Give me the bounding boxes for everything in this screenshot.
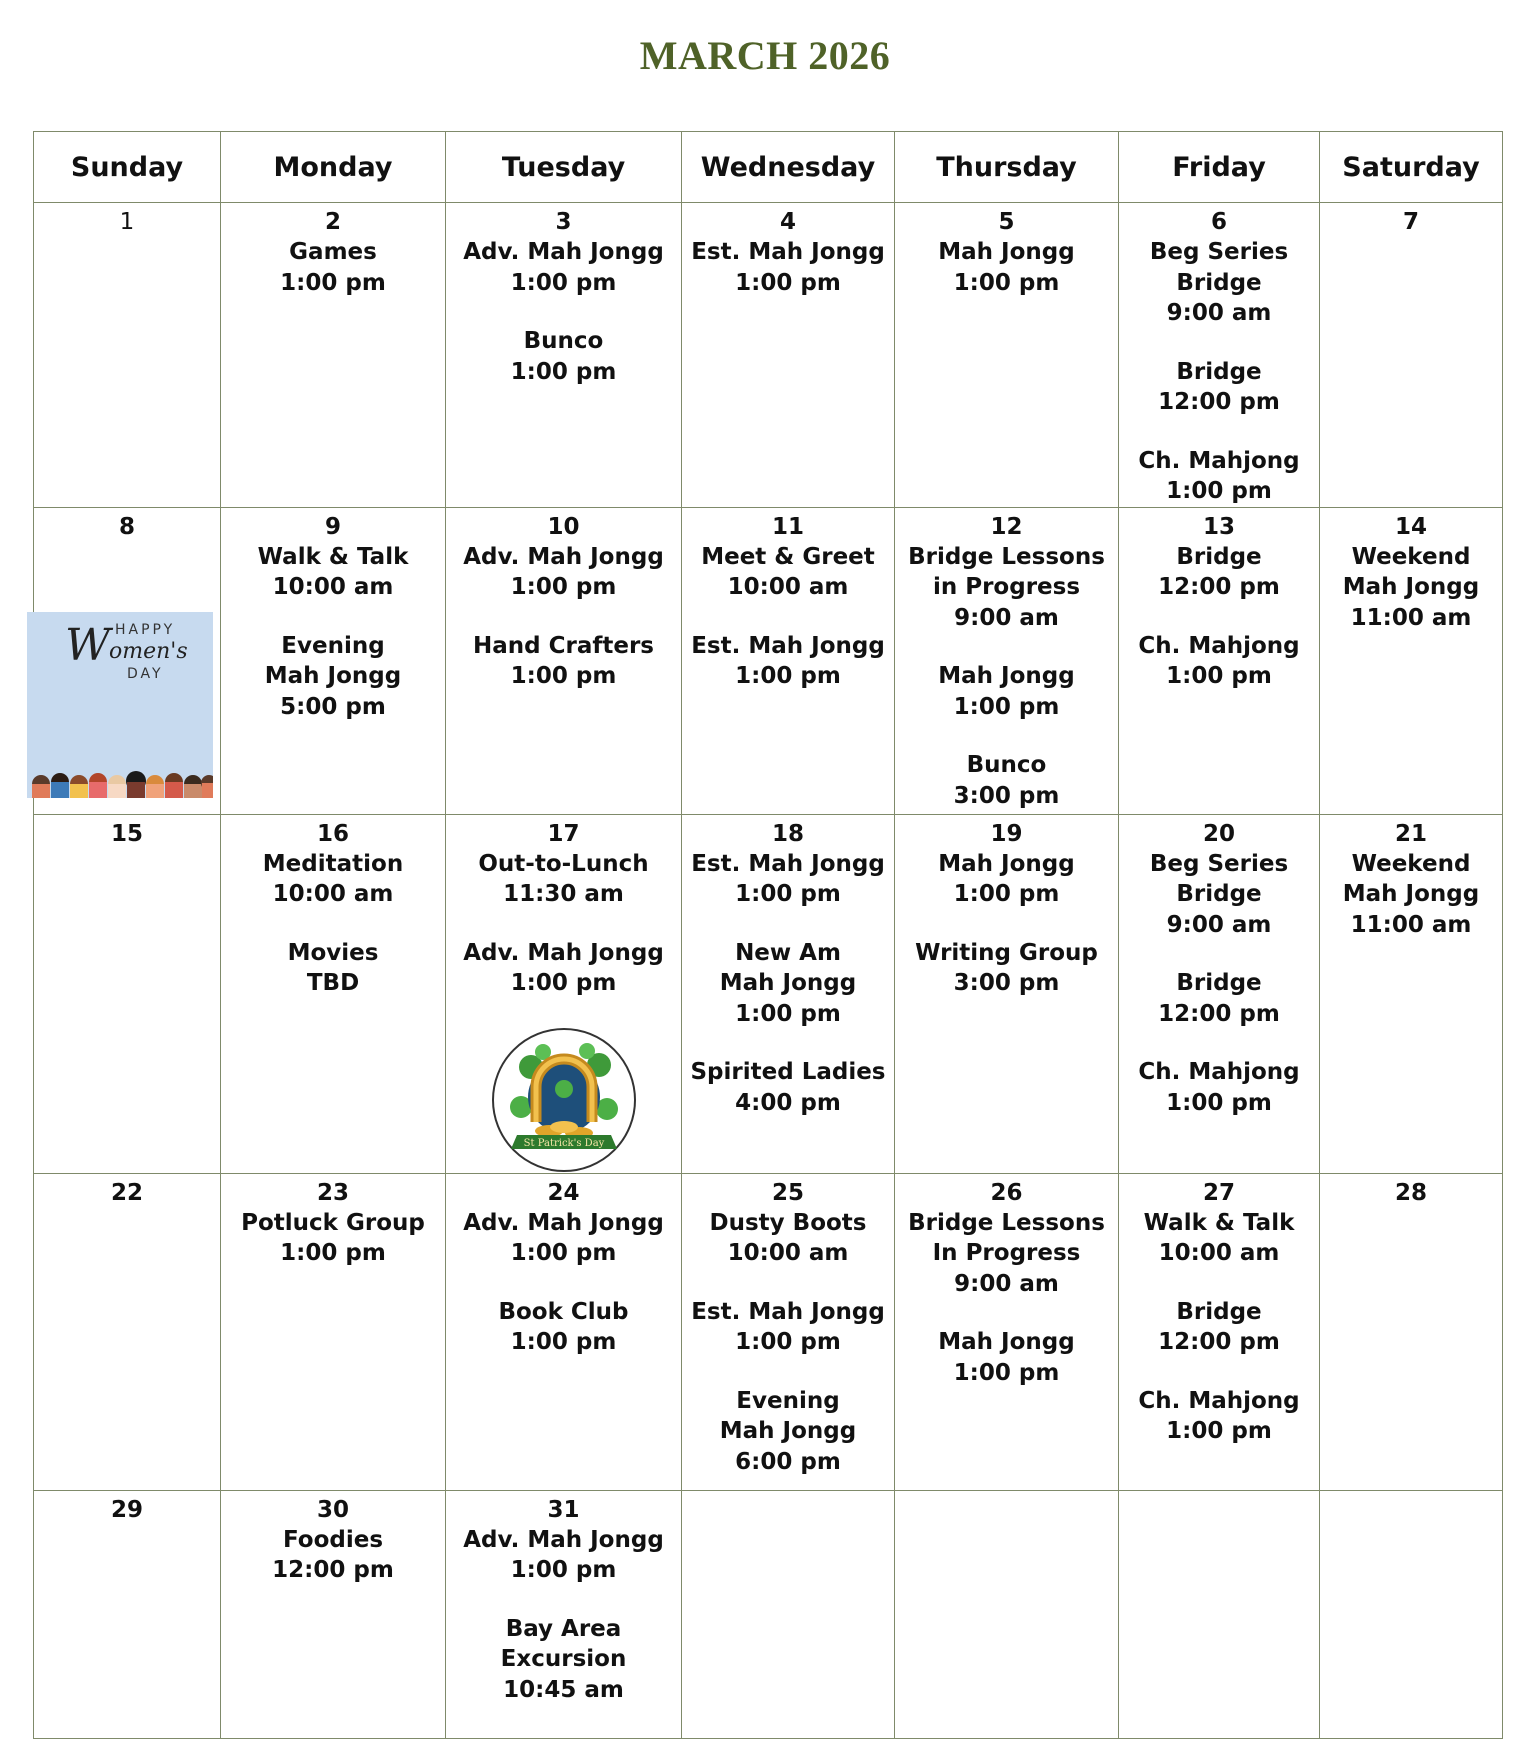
svg-text:St Patrick's Day: St Patrick's Day <box>523 1137 604 1149</box>
event-time: 1:00 pm <box>953 881 1060 907</box>
event-time: 4:00 pm <box>735 1089 841 1116</box>
weekday-header: Thursday <box>895 132 1119 203</box>
event-name: Beg Series <box>1149 850 1289 877</box>
event-name: Bridge Lessons <box>908 543 1105 570</box>
calendar-event <box>895 237 1118 298</box>
day-number: 16 <box>316 820 349 847</box>
event-name: Bridge <box>1176 358 1262 385</box>
event-name: Bridge <box>1176 543 1262 570</box>
day-cell <box>1320 1173 1503 1490</box>
event-name-line2: Excursion <box>500 1646 627 1672</box>
day-cell-content <box>34 203 220 507</box>
day-cell-content <box>221 1491 445 1738</box>
calendar-event <box>1119 237 1319 329</box>
calendar-event <box>446 1297 681 1358</box>
event-name: Ch. Mahjong <box>1138 447 1300 474</box>
weekday-header: Saturday <box>1320 132 1503 203</box>
calendar-event <box>1119 357 1319 418</box>
event-time: 11:00 am <box>1350 604 1472 631</box>
event-name-line2: in Progress <box>932 574 1081 600</box>
day-number: 6 <box>1210 209 1227 235</box>
day-number: 17 <box>547 820 580 847</box>
st-patricks-day-horseshoe-image <box>491 1027 637 1173</box>
event-name: Adv. Mah Jongg <box>463 1209 664 1236</box>
calendar-event <box>895 849 1118 910</box>
day-cell <box>682 203 895 508</box>
event-name: Adv. Mah Jongg <box>463 939 664 966</box>
calendar-event <box>446 849 681 910</box>
day-number: 7 <box>1402 209 1419 235</box>
day-cell <box>446 814 682 1173</box>
calendar-event <box>895 938 1118 999</box>
empty-day-cell <box>1119 1490 1320 1738</box>
calendar-event <box>221 1525 445 1586</box>
day-cell <box>221 1173 446 1490</box>
event-name: Est. Mah Jongg <box>691 1298 885 1325</box>
day-cell-content <box>682 815 894 1173</box>
event-name: Adv. Mah Jongg <box>463 543 664 570</box>
day-cell <box>1119 814 1320 1173</box>
event-name: Games <box>289 239 377 265</box>
calendar-event <box>446 237 681 298</box>
event-name: Mah Jongg <box>938 1329 1075 1355</box>
event-name: Walk & Talk <box>257 543 409 570</box>
event-time: 1:00 pm <box>510 663 617 689</box>
day-number: 8 <box>118 513 135 540</box>
day-number: 19 <box>990 820 1023 847</box>
calendar-event <box>682 631 894 692</box>
day-cell-content <box>1119 1491 1319 1738</box>
day-cell-content <box>34 1491 220 1738</box>
event-name: Est. Mah Jongg <box>691 850 885 877</box>
event-time: 5:00 pm <box>280 693 386 720</box>
svg-text:DAY: DAY <box>127 665 164 682</box>
event-name: Adv. Mah Jongg <box>463 1526 664 1553</box>
calendar-event <box>446 542 681 603</box>
event-name-line2: In Progress <box>932 1240 1081 1266</box>
event-time: 1:00 pm <box>280 1240 386 1266</box>
event-name: Ch. Mahjong <box>1138 632 1300 659</box>
event-time: 6:00 pm <box>735 1448 841 1475</box>
event-name: Book Club <box>498 1298 629 1325</box>
event-name: Mah Jongg <box>938 850 1075 877</box>
calendar-event <box>446 1614 681 1706</box>
day-cell-content <box>221 508 445 814</box>
day-cell <box>34 203 221 508</box>
event-name: Bunco <box>966 752 1047 778</box>
day-cell-content <box>682 1174 894 1490</box>
calendar-grid <box>33 131 1503 1739</box>
event-time: 12:00 pm <box>1158 1000 1280 1027</box>
day-cell <box>34 1173 221 1490</box>
day-cell-content <box>1320 1491 1502 1738</box>
calendar-event <box>446 631 681 692</box>
day-cell <box>221 1490 446 1738</box>
day-cell-content <box>895 1174 1118 1490</box>
event-time: 10:00 am <box>272 574 394 600</box>
day-number: 22 <box>110 1179 143 1206</box>
event-time: 1:00 pm <box>735 881 841 907</box>
event-time: 1:00 pm <box>1166 478 1272 504</box>
day-number: 2 <box>324 209 341 235</box>
day-number: 21 <box>1394 820 1427 847</box>
event-time: 10:45 am <box>503 1676 624 1703</box>
calendar-event <box>221 542 445 603</box>
event-name-line2: Mah Jongg <box>264 663 402 689</box>
calendar-title: MARCH 2026 <box>639 33 891 78</box>
svg-text:W: W <box>65 619 111 671</box>
event-time: 3:00 pm <box>953 782 1060 809</box>
event-time: 12:00 pm <box>1158 574 1280 600</box>
event-time: 1:00 pm <box>1166 663 1272 689</box>
event-time: 1:00 pm <box>735 269 841 296</box>
calendar-event <box>446 1208 681 1269</box>
day-cell-content <box>1119 815 1319 1173</box>
day-cell <box>446 507 682 814</box>
day-number: 14 <box>1394 513 1427 540</box>
calendar-event <box>1320 542 1502 634</box>
event-name: Writing Group <box>915 939 1098 966</box>
empty-day-cell <box>895 1490 1119 1738</box>
day-number: 15 <box>110 820 143 847</box>
calendar-event <box>682 849 894 910</box>
event-name: Evening <box>281 632 385 659</box>
event-time: 1:00 pm <box>510 574 617 600</box>
calendar-event <box>1119 446 1319 507</box>
day-cell-content <box>221 1174 445 1490</box>
calendar-event <box>1119 542 1319 603</box>
event-time: 11:30 am <box>503 881 624 907</box>
empty-day-cell <box>1320 1490 1503 1738</box>
event-name: Mah Jongg <box>938 239 1075 265</box>
day-cell-content <box>895 508 1118 814</box>
calendar-event <box>221 938 445 999</box>
calendar-event <box>446 1525 681 1586</box>
event-time: 12:00 pm <box>272 1557 394 1583</box>
weekday-header: Sunday <box>34 132 221 203</box>
event-name-line2: Mah Jongg <box>719 970 857 996</box>
event-name: Evening <box>736 1387 840 1414</box>
day-cell-content <box>1119 508 1319 814</box>
event-name: Weekend <box>1351 850 1471 877</box>
day-cell <box>1119 1173 1320 1490</box>
event-time: 1:00 pm <box>1166 1089 1272 1116</box>
day-cell-content <box>446 1491 681 1738</box>
event-time: 1:00 pm <box>735 1000 841 1027</box>
day-number: 25 <box>771 1179 804 1206</box>
day-number: 1 <box>119 209 135 235</box>
day-cell <box>895 203 1119 508</box>
event-time: 1:00 pm <box>280 269 386 296</box>
day-cell <box>221 507 446 814</box>
week-row <box>34 814 1503 1173</box>
day-number: 30 <box>316 1496 349 1523</box>
day-cell <box>682 814 895 1173</box>
event-time: 1:00 pm <box>510 1240 617 1266</box>
calendar-event <box>221 631 445 723</box>
day-cell <box>682 1173 895 1490</box>
day-number: 20 <box>1202 820 1235 847</box>
event-name: Foodies <box>282 1526 384 1553</box>
event-time: 1:00 pm <box>735 663 841 689</box>
calendar-event <box>446 326 681 387</box>
day-number: 13 <box>1202 513 1235 540</box>
event-time: TBD <box>306 970 360 996</box>
calendar-event <box>1119 1386 1319 1447</box>
event-time: 1:00 pm <box>735 1329 841 1355</box>
calendar-event <box>1119 849 1319 941</box>
day-cell <box>1320 203 1503 508</box>
calendar-event <box>895 1208 1118 1300</box>
event-time: 10:00 am <box>727 574 849 600</box>
day-cell-content <box>1320 508 1502 814</box>
event-name: Bridge <box>1176 1298 1262 1325</box>
event-name: Bridge <box>1176 970 1262 996</box>
event-time: 3:00 pm <box>953 970 1060 996</box>
day-cell <box>446 1173 682 1490</box>
day-cell-content <box>1320 203 1502 507</box>
event-time: 1:00 pm <box>510 358 617 385</box>
day-number: 31 <box>547 1496 580 1523</box>
day-cell <box>682 507 895 814</box>
day-cell-content <box>1320 815 1502 1173</box>
day-number: 29 <box>110 1496 143 1523</box>
event-name: Bridge Lessons <box>908 1209 1105 1236</box>
day-cell <box>446 203 682 508</box>
event-time: 1:00 pm <box>1166 1418 1272 1444</box>
day-cell <box>895 814 1119 1173</box>
day-number: 11 <box>771 513 804 540</box>
day-cell <box>34 814 221 1173</box>
day-cell <box>1320 507 1503 814</box>
event-time: 12:00 pm <box>1158 1329 1280 1355</box>
event-name: Ch. Mahjong <box>1138 1387 1300 1414</box>
day-cell <box>446 1490 682 1738</box>
svg-text:HAPPY: HAPPY <box>115 621 176 638</box>
day-cell-content <box>895 203 1118 507</box>
day-cell <box>221 203 446 508</box>
week-row <box>34 1173 1503 1490</box>
day-cell-content <box>446 815 681 1173</box>
day-cell <box>34 1490 221 1738</box>
day-cell-content <box>34 815 220 1173</box>
day-cell-content <box>34 508 220 814</box>
event-time: 1:00 pm <box>953 693 1060 720</box>
event-time: 10:00 am <box>727 1240 849 1266</box>
calendar-event <box>682 1386 894 1478</box>
calendar-event <box>682 1208 894 1269</box>
calendar-event <box>1119 1057 1319 1118</box>
day-number: 27 <box>1202 1179 1235 1206</box>
weekday-header: Tuesday <box>446 132 682 203</box>
day-cell <box>1119 203 1320 508</box>
day-cell-content <box>221 203 445 507</box>
event-name: Bay Area <box>505 1615 622 1642</box>
event-time: 11:00 am <box>1350 911 1472 938</box>
day-number: 9 <box>324 513 341 540</box>
calendar-event <box>1119 968 1319 1029</box>
event-time: 9:00 am <box>954 1270 1059 1297</box>
day-cell <box>1320 814 1503 1173</box>
calendar-event <box>1119 1297 1319 1358</box>
day-cell-content <box>1119 203 1319 507</box>
calendar-event <box>682 1297 894 1358</box>
event-time: 1:00 pm <box>953 269 1060 296</box>
event-time: 1:00 pm <box>510 1329 617 1355</box>
event-name: Hand Crafters <box>473 632 654 659</box>
week-row <box>34 507 1503 814</box>
day-cell <box>895 507 1119 814</box>
event-name-line2: Mah Jongg <box>719 1418 857 1444</box>
calendar-event <box>221 1208 445 1269</box>
day-number: 24 <box>547 1179 580 1206</box>
event-name: Potluck Group <box>241 1209 425 1236</box>
calendar-event <box>682 938 894 1030</box>
weekday-header: Wednesday <box>682 132 895 203</box>
event-name: Est. Mah Jongg <box>691 239 885 265</box>
calendar-event <box>1119 1208 1319 1269</box>
week-row <box>34 203 1503 508</box>
day-number: 10 <box>547 513 580 540</box>
event-name: Out-to-Lunch <box>478 850 649 877</box>
event-name: Adv. Mah Jongg <box>463 239 664 265</box>
day-cell-content <box>682 1491 894 1738</box>
event-name: Meet & Greet <box>701 543 875 570</box>
day-number: 12 <box>990 513 1023 540</box>
event-name: Est. Mah Jongg <box>691 632 885 659</box>
day-cell <box>221 814 446 1173</box>
day-cell-content <box>446 1174 681 1490</box>
day-number: 23 <box>316 1179 349 1206</box>
calendar-event <box>1119 631 1319 692</box>
day-cell-content <box>446 203 681 507</box>
event-name: New Am <box>735 939 841 966</box>
event-name: Spirited Ladies <box>690 1059 886 1085</box>
event-time: 9:00 am <box>954 604 1059 631</box>
event-name: Beg Series <box>1149 239 1289 265</box>
event-time: 9:00 am <box>1166 911 1272 938</box>
day-cell-content <box>221 815 445 1173</box>
event-name: Bunco <box>523 328 604 354</box>
event-time: 10:00 am <box>1158 1240 1280 1266</box>
day-cell-content <box>1119 1174 1319 1490</box>
svg-text:omen's: omen's <box>109 638 188 664</box>
calendar-event <box>682 1057 894 1118</box>
day-cell-content <box>34 1174 220 1490</box>
event-time: 1:00 pm <box>510 970 617 996</box>
calendar-event <box>895 1327 1118 1388</box>
happy-womens-day-image <box>27 612 213 798</box>
calendar-event <box>1320 849 1502 941</box>
calendar-event <box>895 542 1118 634</box>
day-cell-content <box>682 508 894 814</box>
event-name-line2: Mah Jongg <box>1342 881 1480 907</box>
calendar-event <box>221 237 445 298</box>
day-cell-content <box>895 815 1118 1173</box>
day-cell <box>895 1173 1119 1490</box>
day-number: 3 <box>555 209 572 235</box>
event-name-line2: Bridge <box>1176 269 1262 296</box>
event-time: 1:00 pm <box>953 1359 1060 1386</box>
event-name: Walk & Talk <box>1143 1209 1295 1236</box>
day-cell <box>34 507 221 814</box>
day-cell-content <box>682 203 894 507</box>
event-name-line2: Bridge <box>1176 881 1262 907</box>
event-name: Ch. Mahjong <box>1138 1059 1300 1085</box>
day-cell-content <box>446 508 681 814</box>
event-name: Meditation <box>262 850 404 877</box>
calendar-event <box>895 750 1118 811</box>
day-number: 28 <box>1394 1179 1427 1206</box>
day-number: 18 <box>771 820 804 847</box>
calendar-event <box>682 542 894 603</box>
calendar-event <box>895 661 1118 722</box>
day-number: 5 <box>998 209 1015 235</box>
week-row <box>34 1490 1503 1738</box>
event-time: 1:00 pm <box>510 269 617 296</box>
weekday-header: Friday <box>1119 132 1320 203</box>
event-name: Movies <box>287 939 379 966</box>
empty-day-cell <box>682 1490 895 1738</box>
event-time: 12:00 pm <box>1158 389 1280 415</box>
event-name: Weekend <box>1351 543 1471 570</box>
day-cell-content <box>895 1491 1118 1738</box>
day-cell-content <box>1320 1174 1502 1490</box>
event-time: 10:00 am <box>272 881 394 907</box>
weekday-header: Monday <box>221 132 446 203</box>
event-name: Mah Jongg <box>938 663 1075 689</box>
event-time: 1:00 pm <box>510 1557 617 1583</box>
calendar-event <box>446 938 681 999</box>
calendar-event <box>682 237 894 298</box>
calendar-event <box>221 849 445 910</box>
event-name-line2: Mah Jongg <box>1342 574 1480 600</box>
day-number: 4 <box>779 209 796 235</box>
day-cell <box>1119 507 1320 814</box>
weekday-header-row <box>34 132 1503 203</box>
day-number: 26 <box>990 1179 1023 1206</box>
event-time: 9:00 am <box>1166 300 1272 326</box>
event-name: Dusty Boots <box>709 1209 867 1236</box>
